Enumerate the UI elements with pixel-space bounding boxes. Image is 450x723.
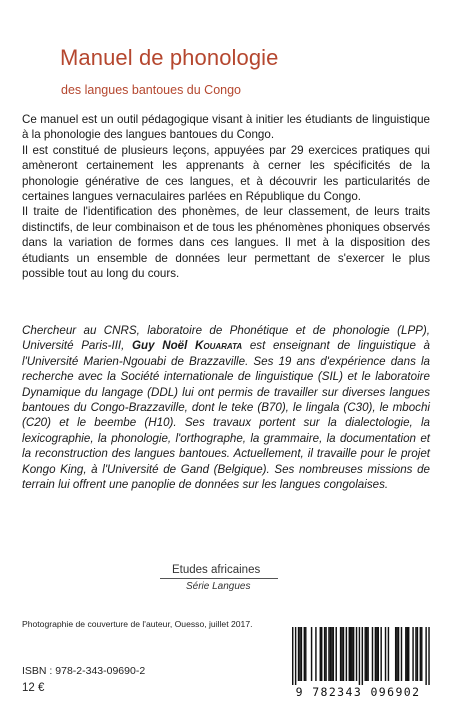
barcode-bar <box>353 627 354 681</box>
barcode-bar <box>331 627 332 681</box>
barcode-bar <box>320 627 321 681</box>
book-title: Manuel de phonologie <box>60 45 279 70</box>
barcode-bar <box>299 627 300 681</box>
barcode-bar <box>367 627 368 681</box>
barcode-bar <box>295 627 296 685</box>
barcode-bar <box>311 627 312 681</box>
barcode-bar <box>301 627 302 681</box>
barcode-bars <box>282 627 434 685</box>
barcode-bar <box>428 627 429 685</box>
series-block <box>160 564 290 592</box>
barcode-bar <box>315 627 316 681</box>
barcode-bar <box>398 627 399 681</box>
barcode-bar <box>385 627 386 681</box>
barcode-bar <box>305 627 306 681</box>
price: 12 € <box>22 682 45 694</box>
barcode-bar <box>359 627 360 685</box>
author-bio <box>22 323 430 492</box>
barcode-bar <box>375 627 376 681</box>
barcode-bar <box>412 627 413 681</box>
barcode-bar <box>372 627 373 681</box>
series-subtitle: Série Langues <box>186 581 251 592</box>
barcode-bar <box>408 627 409 681</box>
barcode-bar <box>343 627 344 681</box>
barcode-bar <box>304 627 305 681</box>
barcode <box>282 627 434 707</box>
description-block <box>22 112 430 281</box>
barcode-bar <box>325 627 326 681</box>
series-divider <box>160 578 278 579</box>
barcode-digits: 9 782343 096902 <box>295 685 421 699</box>
barcode-bar <box>340 627 341 681</box>
bio-body: est enseignant de linguistique à l'Université Marien-Ngouabi de Brazzaville. Ses 19 ans d'expérience dans la recherche avec la Société internationale de linguistique (SIL) et le laboratoire Dynamique du langage (DDL) lui ont permis de travailler sur diverses langues bantoues du Congo-Brazzaville, dont le teke (B70), le lingala (C30), le mbochi (C20) et le beembe (H10). Ses travaux portent sur la dialectologie, la lexicographie, la phonologie, l'orthographe, la grammaire, la documentation et la reconstruction des langues bantoues. Actuellement, il travaille pour le projet Kongo King, à l'Université de Gand (Belgique). Ses nombreuses missions de terrain lui offrent une panoplie de données sur les langues congolaises. <box>22 339 430 492</box>
barcode-bar <box>405 627 406 681</box>
isbn: ISBN : 978-2-343-09690-2 <box>22 665 146 677</box>
barcode-bar <box>378 627 379 681</box>
barcode-bar <box>395 627 396 681</box>
author-first-name: Guy Noël <box>132 339 195 353</box>
barcode-bar <box>365 627 366 681</box>
barcode-bar <box>420 627 421 681</box>
author-name <box>132 339 242 352</box>
photo-credit: Photographie de couverture de l'auteur, Ouesso, juillet 2017. <box>22 619 253 629</box>
barcode-bar <box>415 627 416 681</box>
barcode-bar <box>333 627 334 681</box>
series-title: Etudes africaines <box>172 564 261 576</box>
barcode-bar <box>362 627 363 685</box>
description-paragraph-2: Il est constitué de plusieurs leçons, appuyées par 29 exercices pratiques qui amèneront certainement les apprenants à cerner les spécificités de la phonologie générative de ces langues, et à découvrir les particularités de certaines langues vernaculaires parlées en République du Congo. <box>22 143 430 204</box>
barcode-bar <box>380 627 381 681</box>
barcode-bar <box>346 627 347 681</box>
barcode-bar <box>376 627 377 681</box>
barcode-bar <box>292 627 293 685</box>
barcode-bar <box>328 627 329 681</box>
barcode-bar <box>356 627 357 681</box>
barcode-bar <box>336 627 337 681</box>
barcode-bar <box>417 627 418 681</box>
book-subtitle: des langues bantoues du Congo <box>61 83 242 97</box>
bio-intro: Chercheur au CNRS, laboratoire de Phonétique et de phonologie (LPP), Université Paris-III, <box>22 324 430 353</box>
barcode-bar <box>350 627 351 681</box>
description-paragraph-3: Il traite de l'identification des phonèmes, de leur classement, de leurs traits distinctifs, de leur combinaison et de tous les phénomènes phoniques observés dans la variation de formes dans ces langues. Il met à la disposition des étudiants un ensemble de données leur permettant de s'exercer le plus possible tout au long du cours. <box>22 205 430 281</box>
author-last-name: Kouarata <box>195 339 243 353</box>
barcode-bar <box>349 627 350 681</box>
barcode-bar <box>351 627 352 681</box>
barcode-bar <box>341 627 342 681</box>
barcode-bar <box>396 627 397 681</box>
description-paragraph-1: Ce manuel est un outil pédagogique visant à initier les étudiants de linguistique à la phonologie des langues bantoues du Congo. <box>22 113 430 142</box>
barcode-bar <box>366 627 367 681</box>
barcode-bar <box>425 627 426 685</box>
barcode-bar <box>388 627 389 681</box>
barcode-bar <box>330 627 331 681</box>
barcode-bar <box>324 627 325 681</box>
barcode-bar <box>421 627 422 681</box>
barcode-bar <box>321 627 322 681</box>
barcode-bar <box>401 627 402 681</box>
barcode-bar <box>407 627 408 681</box>
barcode-bar <box>298 627 299 681</box>
